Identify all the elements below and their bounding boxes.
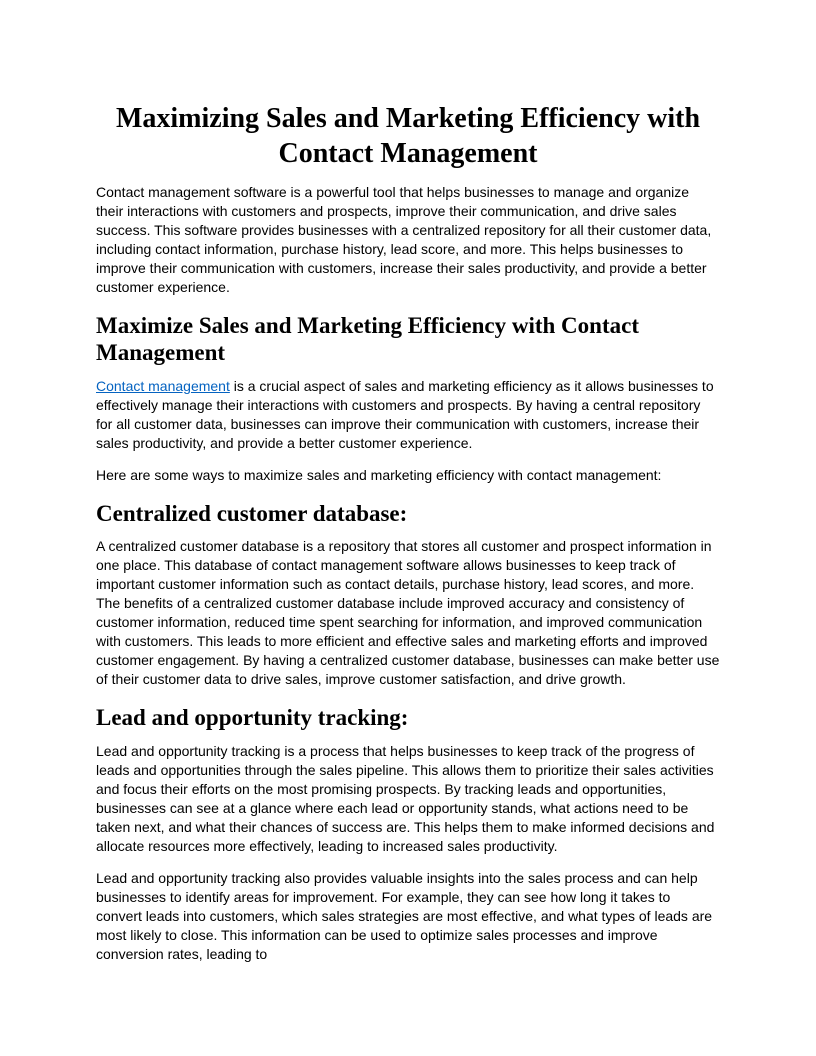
- section-heading-maximize: Maximize Sales and Marketing Efficiency with Contact Management: [96, 313, 639, 366]
- maximize-paragraph-text: is a crucial aspect of sales and marketing efficiency as it allows businesses to effectively manage their interactions with customers and prospects. By having a central repository for all customer data, businesses can improve their communication with customers, increase their sales productivity, and provide a better customer experience.: [96, 377, 714, 451]
- contact-management-link[interactable]: Contact management: [96, 377, 230, 394]
- intro-paragraph: Contact management software is a powerful tool that helps businesses to manage and organize their interactions with customers and prospects, improve their communication, and drive sales success. This software provides businesses with a centralized repository for all their customer data, including contact information, purchase history, lead score, and more. This helps businesses to improve their communication with customers, increase their sales productivity, and provide a better customer experience.: [96, 184, 712, 296]
- section-heading-centralized-database: Centralized customer database:: [96, 500, 408, 526]
- centralized-database-paragraph: A centralized customer database is a repository that stores all customer and prospect information in one place. This database of contact management software allows businesses to keep track of important customer information such as contact details, purchase history, lead scores, and more. The benefits of a centralized customer database include improved accuracy and consistency of customer information, reduced time spent searching for information, and improved communication with customers. This leads to more efficient and effective sales and marketing efforts and improved customer engagement. By having a centralized customer database, businesses can make better use of their customer data to drive sales, improve customer satisfaction, and drive growth.: [96, 538, 720, 688]
- lead-tracking-paragraph-1: Lead and opportunity tracking is a process that helps businesses to keep track of the progress of leads and opportunities through the sales pipeline. This allows them to prioritize their sales activities and focus their efforts on the most promising prospects. By tracking leads and opportunities, businesses can see at a glance where each lead or opportunity stands, what actions need to be taken next, and what their chances of success are. This helps them to make informed decisions and allocate resources more effectively, leading to increased sales productivity.: [96, 743, 715, 855]
- section-heading-lead-tracking: Lead and opportunity tracking:: [96, 705, 409, 731]
- maximize-paragraph: [96, 377, 720, 453]
- lead-tracking-paragraph-2: Lead and opportunity tracking also provides valuable insights into the sales process and can help businesses to identify areas for improvement. For example, they can see how long it takes to convert leads into customers, which sales strategies are most effective, and what types of leads are most likely to close. This information can be used to optimize sales processes and improve conversion rates, leading to: [96, 870, 713, 963]
- ways-intro-line: Here are some ways to maximize sales and marketing efficiency with contact management:: [96, 466, 662, 483]
- document-title: Maximizing Sales and Marketing Efficiency with Contact Management: [115, 103, 701, 169]
